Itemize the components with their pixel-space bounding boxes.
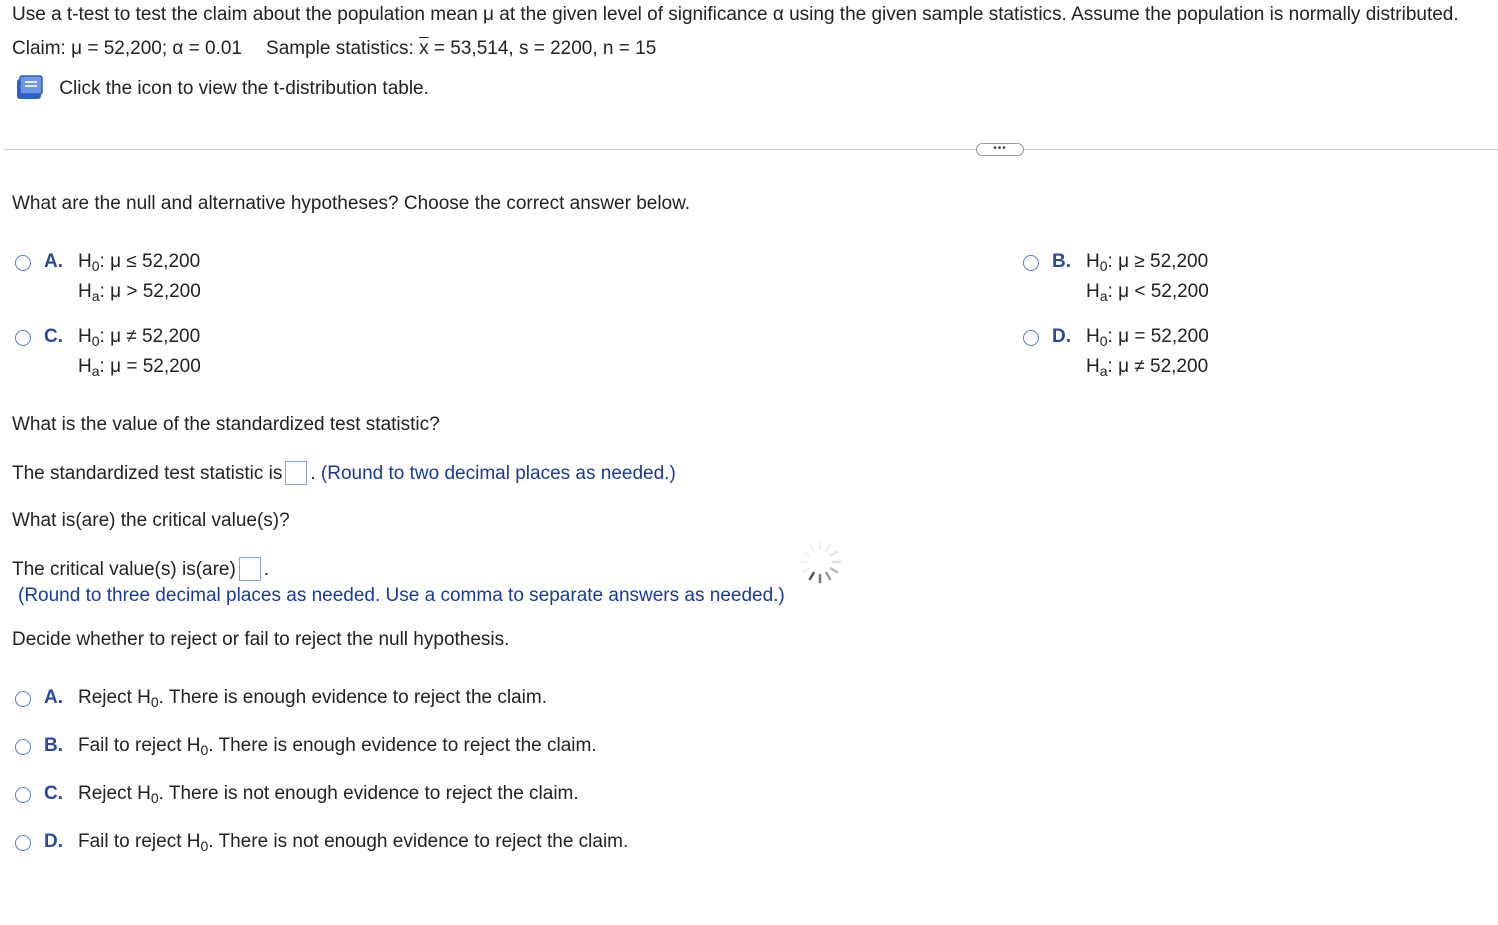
radio-button[interactable]	[15, 739, 31, 755]
h0-value: μ = 52,200	[1118, 326, 1209, 347]
radio-button[interactable]	[15, 255, 31, 271]
h0-value: μ ≥ 52,200	[1118, 251, 1209, 272]
option-text: Reject $H_0$. There is enough evidence to reject the claim.	[78, 687, 547, 710]
test-statistic-input[interactable]	[285, 461, 307, 485]
ha-line: $H_a$: μ = 52,200	[78, 356, 201, 379]
h0-value: μ ≤ 52,200	[110, 251, 201, 272]
q4-prompt: Decide whether to reject or fail to reject the null hypothesis.	[12, 629, 510, 650]
option-letter: D.	[1052, 326, 1071, 347]
claim-text: Claim: μ = 52,200; α = 0.01	[12, 38, 243, 59]
section-divider	[4, 149, 1498, 150]
h0-line: $H_0$: μ ≥ 52,200	[1086, 251, 1209, 274]
option-letter: B.	[44, 735, 63, 756]
q3-lead: The critical value(s) is(are)	[12, 559, 236, 580]
xbar-symbol: $\overline{x}$	[419, 38, 429, 59]
ha-value: μ < 52,200	[1118, 281, 1209, 302]
h0-line: $H_0$: μ = 52,200	[1086, 326, 1209, 349]
radio-button[interactable]	[1023, 330, 1039, 346]
option-letter: D.	[44, 831, 63, 852]
sample-values: = 53,514, s = 2200, n = 15	[428, 38, 657, 59]
table-link-row[interactable]	[14, 74, 429, 102]
radio-button[interactable]	[15, 330, 31, 346]
option-letter: B.	[1052, 251, 1071, 272]
ha-value: μ = 52,200	[110, 356, 201, 377]
ha-value: μ > 52,200	[110, 281, 201, 302]
radio-button[interactable]	[15, 835, 31, 851]
option-letter: C.	[44, 326, 63, 347]
q3-prompt: What is(are) the critical value(s)?	[12, 510, 290, 531]
radio-button[interactable]	[15, 691, 31, 707]
ha-line: $H_a$: μ > 52,200	[78, 281, 201, 304]
claim-line	[12, 38, 656, 60]
ha-line: $H_a$: μ ≠ 52,200	[1086, 356, 1209, 379]
h0-line: $H_0$: μ ≠ 52,200	[78, 326, 201, 349]
ha-line: $H_a$: μ < 52,200	[1086, 281, 1209, 304]
instructions: Use a t-test to test the claim about the population mean μ at the given level of significance α using the given sample statistics. Assume the population is normally distributed.	[12, 4, 1459, 25]
book-icon[interactable]	[14, 74, 46, 102]
more-button[interactable]: •••	[976, 143, 1024, 156]
radio-button[interactable]	[15, 787, 31, 803]
q3-hint: (Round to three decimal places as needed. Use a comma to separate answers as needed.)	[18, 585, 785, 606]
option-letter: C.	[44, 783, 63, 804]
option-letter: A.	[44, 251, 63, 272]
option-letter: A.	[44, 687, 63, 708]
q2-prompt: What is the value of the standardized test statistic?	[12, 414, 440, 435]
sample-label: Sample statistics:	[266, 38, 420, 59]
q1-prompt: What are the null and alternative hypotheses? Choose the correct answer below.	[12, 193, 691, 214]
h0-value: μ ≠ 52,200	[110, 326, 201, 347]
option-text: Fail to reject $H_0$. There is enough evidence to reject the claim.	[78, 735, 597, 758]
q3-answer-row: The critical value(s) is(are) .	[12, 559, 270, 580]
option-text: Fail to reject $H_0$. There is not enough evidence to reject the claim.	[78, 831, 629, 854]
q2-answer-row: The standardized test statistic is . (Round to two decimal places as needed.)	[12, 463, 676, 484]
option-text: Reject $H_0$. There is not enough evidence to reject the claim.	[78, 783, 579, 806]
radio-button[interactable]	[1023, 255, 1039, 271]
h0-line: $H_0$: μ ≤ 52,200	[78, 251, 201, 274]
ha-value: μ ≠ 52,200	[1118, 356, 1209, 377]
spinner-icon	[796, 538, 844, 586]
q2-hint: (Round to two decimal places as needed.)	[320, 463, 676, 484]
table-link-text[interactable]: Click the icon to view the t-distribution table.	[59, 78, 429, 99]
critical-value-input[interactable]	[239, 557, 261, 581]
q2-lead: The standardized test statistic is	[12, 463, 283, 484]
